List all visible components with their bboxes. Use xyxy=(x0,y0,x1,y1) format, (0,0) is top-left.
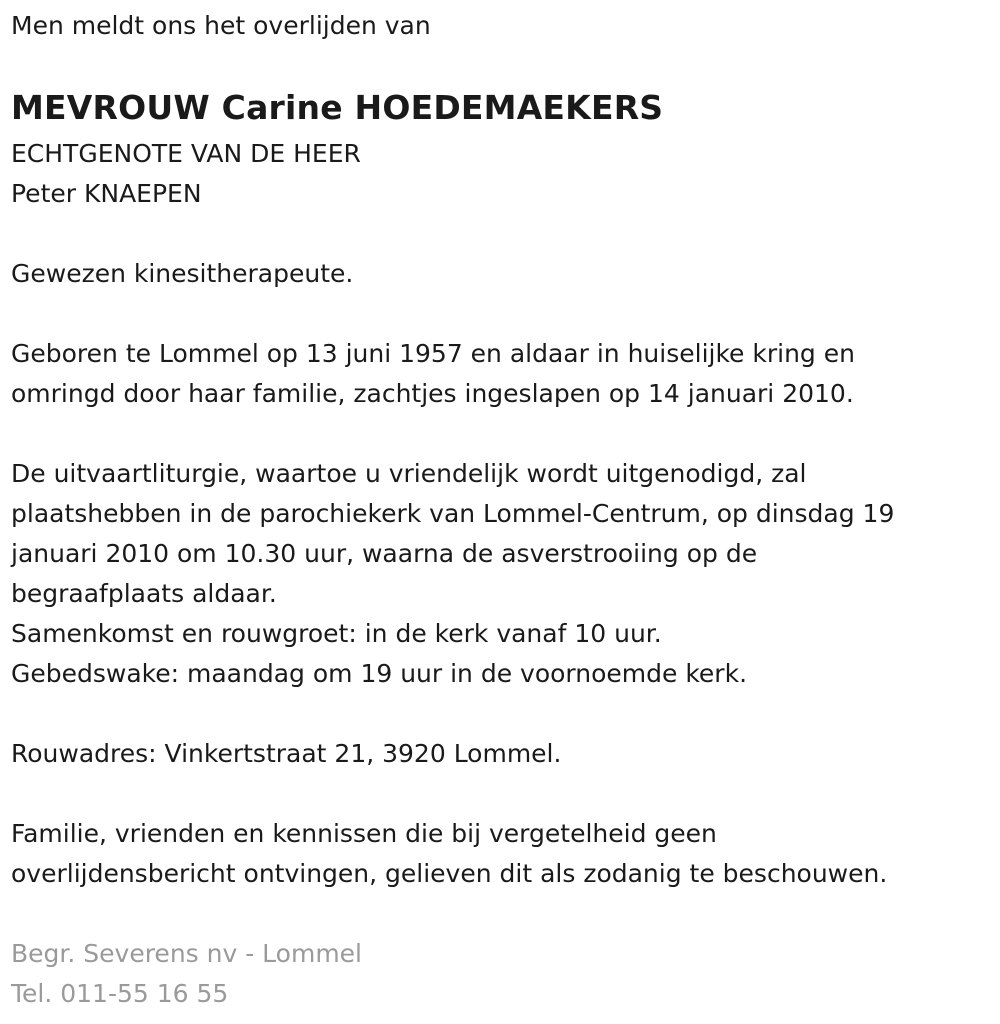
paragraph-line: omringd door haar familie, zachtjes ingeslapen op 14 januari 2010. xyxy=(11,379,854,408)
spacer xyxy=(11,894,986,934)
occupation-text: Gewezen kinesitherapeute. xyxy=(11,259,354,288)
deceased-name: MEVROUW Carine HOEDEMAEKERS xyxy=(11,88,664,127)
paragraph-line: overlijdensbericht ontvingen, gelieven dit als zodanig te beschouwen. xyxy=(11,859,888,888)
paragraph-line: Familie, vrienden en kennissen die bij vergetelheid geen xyxy=(11,819,717,848)
spacer xyxy=(11,414,986,454)
spacer xyxy=(11,294,986,334)
funeral-paragraph xyxy=(11,454,986,694)
undertaker-name: Begr. Severens nv - Lommel xyxy=(11,939,363,968)
birth-death-paragraph xyxy=(11,334,986,414)
closing-paragraph xyxy=(11,814,986,894)
mourning-address: Rouwadres: Vinkertstraat 21, 3920 Lommel. xyxy=(11,739,562,768)
spouse-name: Peter KNAEPEN xyxy=(11,179,202,208)
obituary-notice xyxy=(11,6,986,1014)
intro-text: Men meldt ons het overlijden van xyxy=(11,11,431,40)
paragraph-line: Geboren te Lommel op 13 juni 1957 en aldaar in huiselijke kring en xyxy=(11,339,855,368)
undertaker-phone: Tel. 011-55 16 55 xyxy=(11,979,229,1008)
spacer xyxy=(11,214,986,254)
paragraph-line: januari 2010 om 10.30 uur, waarna de asverstrooiing op de xyxy=(11,539,758,568)
paragraph-line: Gebedswake: maandag om 19 uur in de voornoemde kerk. xyxy=(11,659,748,688)
paragraph-line: begraafplaats aldaar. xyxy=(11,579,277,608)
spacer xyxy=(11,694,986,734)
spacer xyxy=(11,774,986,814)
spouse-label: ECHTGENOTE VAN DE HEER xyxy=(11,139,361,168)
paragraph-line: plaatshebben in de parochiekerk van Lommel-Centrum, op dinsdag 19 xyxy=(11,499,895,528)
paragraph-line: Samenkomst en rouwgroet: in de kerk vanaf 10 uur. xyxy=(11,619,662,648)
paragraph-line: De uitvaartliturgie, waartoe u vriendelijk wordt uitgenodigd, zal xyxy=(11,459,807,488)
